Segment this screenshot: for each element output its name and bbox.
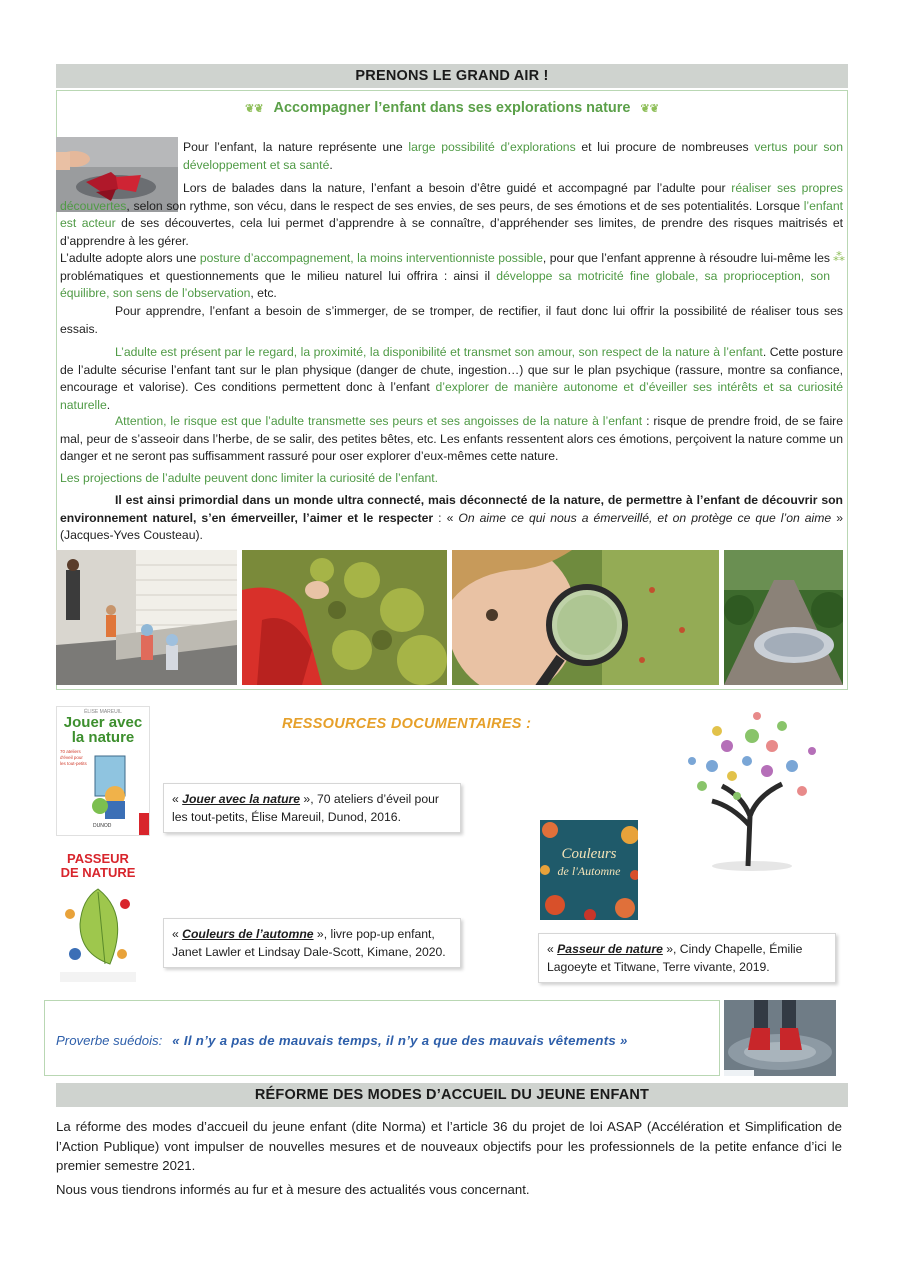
cover-subtitle: 70 ateliers d'éveil pour les tout-petits — [60, 749, 87, 766]
proverb-label: Proverbe suédois: — [56, 1033, 163, 1048]
reference-title-link[interactable]: Couleurs de l’automne — [182, 927, 314, 941]
cover-title-line-1: Couleurs — [561, 846, 617, 862]
reference-title-link[interactable]: Jouer avec la nature — [182, 792, 301, 806]
reforme-paragraph-1: La réforme des modes d’accueil du jeune enfant (dite Norma) et l’article 36 du projet de loi ASAP (Accélération et Simplification de l’Action Publique) vont impulser de nouvelles mesures et de nouveaux objectifs pour les professionnels de la petite enfance d’ici le premier semestre 2021. — [56, 1119, 842, 1173]
cover-publisher: DUNOD — [93, 823, 112, 829]
leaf-sprig-icon: ❦❦ — [245, 102, 264, 115]
reference-passeur-de-nature: « Passeur de nature », Cindy Chapelle, Émilie Lagoeyte et Titwane, Terre vivante, 2019. — [538, 933, 836, 983]
proverb-text: « Il n’y a pas de mauvais temps, il n’y a que des mauvais vêtements » — [172, 1033, 628, 1048]
cover-title-line-2: la nature — [71, 729, 135, 746]
book-cover-jouer-avec-la-nature — [56, 706, 150, 836]
leaf-sprig-icon: ❦❦ — [640, 102, 659, 115]
paragraph-2: Lors de balades dans la nature, l’enfant a besoin d’être guidé et accompagné par l’adulte pour réaliser ses propres découvertes, selon son rythme, son vécu, dans le respect de ses envies, de ses peurs, de ses émotions et de ses potentialités. Lorsque l’enfant est acteur de ses découvertes, cela lui permet d’apprendre à se connaître, d’appréhender ses limites, de prendre des risques maitrisés et d’apprendre à les gérer. — [60, 181, 843, 248]
cover-red-tab — [139, 813, 149, 835]
cover-title-line-2: de l'Automne — [557, 864, 621, 878]
book-cover-couleurs-de-l-automne — [540, 820, 638, 920]
photo-forest-path — [724, 550, 843, 685]
subtitle-text: Accompagner l’enfant dans ses explorations nature — [273, 100, 631, 116]
paragraph-7: Les projections de l’adulte peuvent donc limiter la curiosité de l’enfant. — [60, 471, 439, 485]
leaf-sprig-icon: ⁂ — [833, 250, 845, 264]
reforme-paragraph-2: Nous vous tiendrons informés au fur et à mesure des actualités vous concernant. — [56, 1182, 530, 1197]
cover-author: ÉLISE MAREUIL — [84, 709, 122, 715]
cover-illustration — [85, 751, 145, 821]
cover-illustration — [60, 884, 136, 982]
reference-jouer-avec-la-nature: « Jouer avec la nature », 70 ateliers d’éveil pour les tout-petits, Élise Mareuil, Dunod, 2016. — [163, 783, 461, 833]
section-title-reforme: RÉFORME DES MODES D’ACCUEIL DU JEUNE ENFANT — [56, 1083, 848, 1107]
paragraph-3: L’adulte adopte alors une posture d’accompagnement, la moins interventionniste possible, pour que l’enfant apprenne à résoudre lui-même les problématiques et questionnements que le milieu naturel lui offrira : ainsi il développe sa motricité fine globale, sa proprioception, son équilibre, son sens de l’observation, etc. — [60, 251, 830, 301]
tree-illustration — [672, 706, 832, 872]
reference-title-link[interactable]: Passeur de nature — [557, 942, 663, 956]
photo-children-wall — [56, 550, 237, 685]
paragraph-6: Attention, le risque est que l’adulte transmette ses peurs et ses angoisses de la nature à l’enfant : risque de prendre froid, de se faire mal, peur de s’asseoir dans l’herbe, de se salir, des petites bêtes, etc. Les enfants ressentent alors ces émotions, perçoivent la nature comme un danger et ne seront pas suffisamment rassuré pour oser explorer d’eux-mêmes cette nature. — [60, 414, 844, 464]
paragraph-1: Pour l’enfant, la nature représente une large possibilité d’explorations et lui procure de nombreuses vertus pour son développement et sa santé. — [183, 140, 843, 172]
resources-title: RESSOURCES DOCUMENTAIRES : — [282, 716, 532, 732]
paragraph-4: Pour apprendre, l’enfant a besoin de s’immerger, de se tromper, de rectifier, il faut donc lui offrir la possibilité de réaliser tous ses essais. — [60, 304, 843, 336]
article-subtitle — [56, 100, 848, 116]
section-title-grand-air: PRENONS LE GRAND AIR ! — [56, 64, 848, 88]
photo-rain-boots — [724, 1000, 836, 1076]
cover-title-line-2: DE NATURE — [60, 865, 136, 880]
photo-magnifying-glass — [452, 550, 719, 685]
photo-child-moss — [242, 550, 447, 685]
cover-title-line-1: PASSEUR — [67, 851, 129, 866]
paragraph-5: L’adulte est présent par le regard, la proximité, la disponibilité et transmet son amour, son respect de la nature à l’enfant. Cette posture de l’adulte sécurise l’enfant tant sur le plan physique (danger de chute, ingestion…) que sur le plan psychique (rassure, montre sa confiance, encourage et valorise). Ces conditions permettent donc à l’enfant d’explorer de manière autonome et d’éveiller ses intérêts et sa curiosité naturelle. — [60, 345, 843, 412]
reference-couleurs-de-l-automne: « Couleurs de l’automne », livre pop-up enfant, Janet Lawler et Lindsay Dale-Scott, Kimane, 2020. — [163, 918, 461, 968]
paragraph-8: Il est ainsi primordial dans un monde ultra connecté, mais déconnecté de la nature, de permettre à l’enfant de découvrir son environnement naturel, s’en émerveiller, l’aimer et le respecter : « On aime ce qui nous a émerveillé, et on protège ce que l’on aime » (Jacques-Yves Cousteau). — [60, 493, 843, 543]
book-cover-passeur-de-nature — [56, 848, 140, 986]
cover-title-line-1: Jouer avec — [63, 714, 143, 731]
proverb — [56, 1033, 628, 1048]
